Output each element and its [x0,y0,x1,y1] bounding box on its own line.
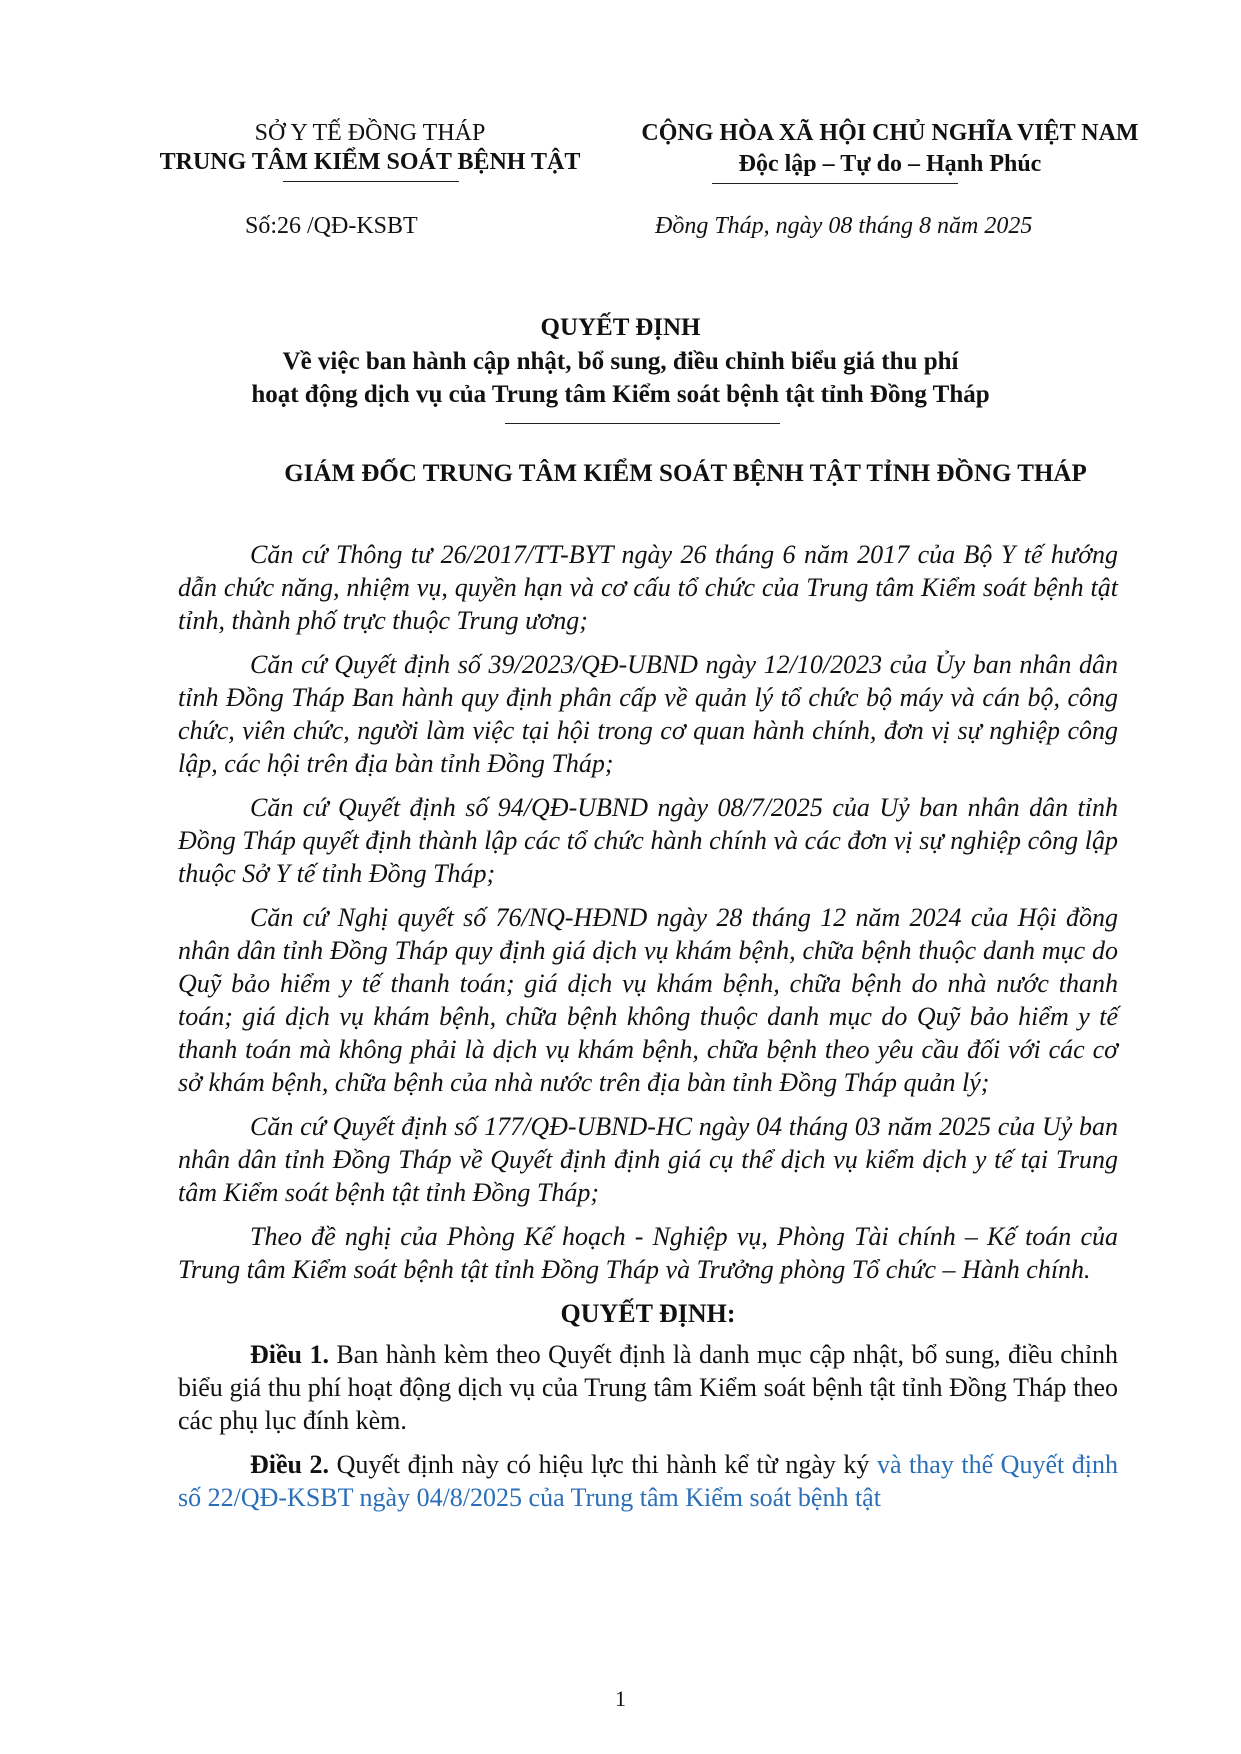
issuer-org: TRUNG TÂM KIỂM SOÁT BỆNH TẬT [159,149,581,175]
article-2 [178,1448,1118,1514]
decision-heading: QUYẾT ĐỊNH: [560,1299,736,1328]
motto-underline [712,183,958,184]
document-body [178,538,1118,1525]
legal-basis: Căn cứ Quyết định số 94/QĐ-UBND ngày 08/7/2025 của Uỷ ban nhân dân tỉnh Đồng Tháp quyết định thành lập các tổ chức hành chính và các đơn vị sự nghiệp công lập thuộc Sở Y tế tỉnh Đồng Tháp; [178,793,1118,888]
proposal-basis: Theo đề nghị của Phòng Kế hoạch - Nghiệp vụ, Phòng Tài chính – Kế toán của Trung tâm Kiểm soát bệnh tật tỉnh Đồng Tháp và Trưởng phòng Tổ chức – Hành chính. [178,1222,1118,1284]
document-subject-line2: hoạt động dịch vụ của Trung tâm Kiểm soát bệnh tật tỉnh Đồng Tháp [251,381,990,408]
national-motto: Độc lập – Tự do – Hạnh Phúc [738,151,1042,177]
document-title: QUYẾT ĐỊNH [540,314,701,341]
legal-basis: Căn cứ Quyết định số 177/QĐ-UBND-HC ngày 04 tháng 03 năm 2025 của Uỷ ban nhân dân tỉnh Đồng Tháp về Quyết định định giá cụ thể dịch vụ kiểm dịch y tế tại Trung tâm Kiểm soát bệnh tật tỉnh Đồng Tháp; [178,1112,1118,1207]
article-label: Điều 1. [250,1340,329,1369]
article-label: Điều 2. [250,1450,330,1479]
issue-date: Đồng Tháp, ngày 08 tháng 8 năm 2025 [655,213,1033,239]
legal-basis: Căn cứ Nghị quyết số 76/NQ-HĐND ngày 28 tháng 12 năm 2024 của Hội đồng nhân dân tỉnh Đồng Tháp quy định giá dịch vụ khám bệnh, chữa bệnh thuộc danh mục do Quỹ bảo hiểm y tế thanh toán; giá dịch vụ khám bệnh, chữa bệnh do nhà nước thanh toán; giá dịch vụ khám bệnh, chữa bệnh không thuộc danh mục do Quỹ bảo hiểm y tế thanh toán mà không phải là dịch vụ khám bệnh, chữa bệnh theo yêu cầu đối với các cơ sở khám bệnh, chữa bệnh của nhà nước trên địa bàn tỉnh Đồng Tháp quản lý; [178,903,1118,1097]
legal-basis: Căn cứ Quyết định số 39/2023/QĐ-UBND ngày 12/10/2023 của Ủy ban nhân dân tỉnh Đồng Tháp Ban hành quy định phân cấp về quản lý tổ chức bộ máy và cán bộ, công chức, viên chức, người làm việc tại hội trong cơ quan hành chính, đơn vị sự nghiệp công lập, các hội trên địa bàn tỉnh Đồng Tháp; [178,650,1118,778]
page-number: 1 [615,1686,626,1711]
article-text: Quyết định này có hiệu lực thi hành kể từ ngày ký [329,1450,877,1479]
national-title: CỘNG HÒA XÃ HỘI CHỦ NGHĨA VIỆT NAM [641,120,1139,146]
issuing-authority: GIÁM ĐỐC TRUNG TÂM KIỂM SOÁT BỆNH TẬT TỈNH ĐỒNG THÁP [284,460,1087,487]
title-underline [505,423,780,424]
issuer-underline [283,181,459,182]
issuer-parent-org: SỞ Y TẾ ĐỒNG THÁP [254,120,486,146]
article-1 [178,1338,1118,1437]
document-number: Số:26 /QĐ-KSBT [245,213,418,239]
legal-basis: Căn cứ Thông tư 26/2017/TT-BYT ngày 26 tháng 6 năm 2017 của Bộ Y tế hướng dẫn chức năng, nhiệm vụ, quyền hạn và cơ cấu tổ chức của Trung tâm Kiểm soát bệnh tật tỉnh, thành phố trực thuộc Trung ương; [178,540,1118,635]
article-text-highlight: và thay thế Quyết định số 22/QĐ-KSBT ngày 04/8/2025 của Trung tâm Kiểm soát bệnh tật [178,1450,1118,1512]
document-subject-line1: Về việc ban hành cập nhật, bổ sung, điều chỉnh biểu giá thu phí [282,348,959,375]
article-text: Ban hành kèm theo Quyết định là danh mục cập nhật, bổ sung, điều chỉnh biểu giá thu phí hoạt động dịch vụ của Trung tâm Kiểm soát bệnh tật tỉnh Đồng Tháp theo các phụ lục đính kèm. [178,1340,1118,1435]
